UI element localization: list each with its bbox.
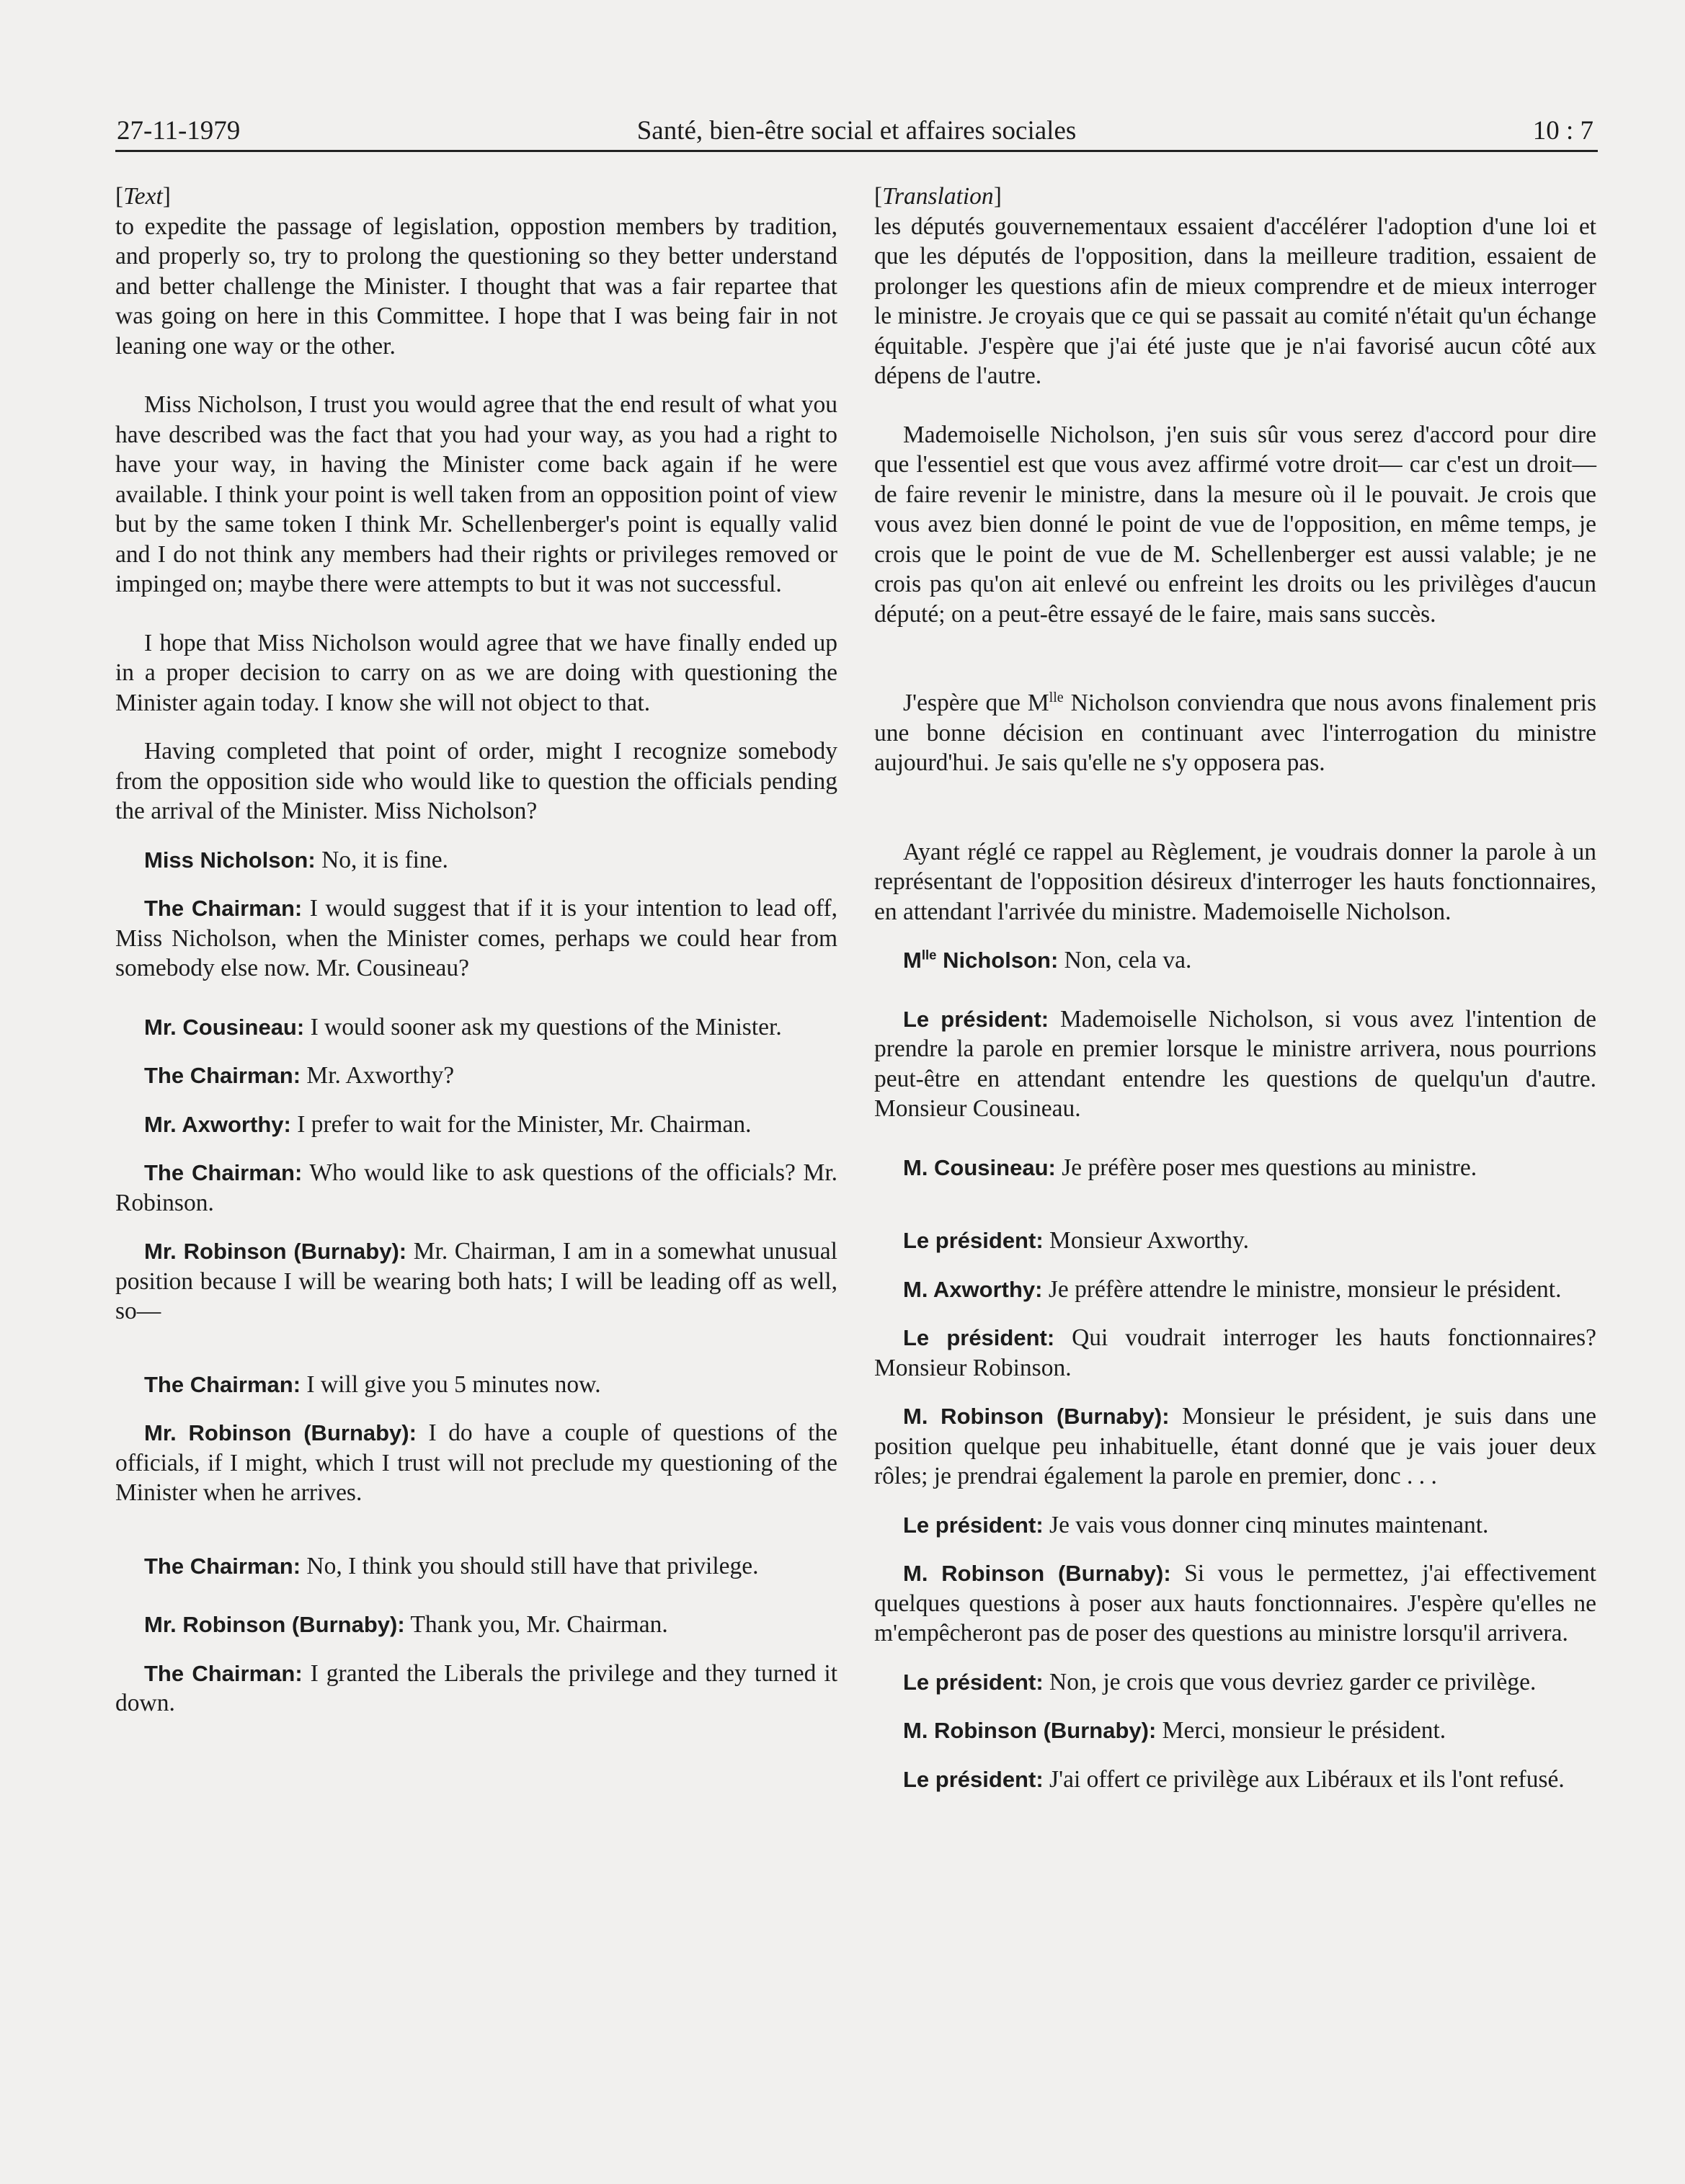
- speech-entry: [115, 1110, 837, 1140]
- speech-text: I would suggest that if it is your intention to lead off, Miss Nicholson, when the Minister comes, perhaps we could hear from somebody else now. Mr. Cousineau?: [115, 895, 838, 981]
- speech-entry: [874, 945, 1596, 976]
- speaker-name: Mr. Cousineau:: [144, 1014, 305, 1040]
- speech-text: Je vais vous donner cinq minutes maintenant.: [1043, 1511, 1489, 1538]
- speaker-name: Le président:: [903, 1325, 1055, 1350]
- speech-text: Je préfère poser mes questions au ministre.: [1055, 1154, 1477, 1181]
- english-column: [115, 182, 837, 1719]
- speech-text: Mr. Axworthy?: [301, 1062, 455, 1089]
- speech-entry: [874, 1559, 1596, 1649]
- speech-text: Non, cela va.: [1058, 947, 1192, 973]
- speech-entry: [874, 1401, 1596, 1492]
- speech-entry: [874, 1323, 1596, 1383]
- speech-text: I prefer to wait for the Minister, Mr. Chairman.: [290, 1110, 752, 1138]
- speech-text: Je préfère attendre le ministre, monsieur le président.: [1042, 1275, 1562, 1303]
- speech-text: Who would like to ask questions of the officials? Mr. Robinson.: [115, 1159, 838, 1216]
- speech-text: Merci, monsieur le président.: [1156, 1717, 1446, 1744]
- speaker-name: Mr. Robinson (Burnaby):: [144, 1420, 417, 1445]
- speech-entry: [115, 1236, 837, 1327]
- speech-entry: [874, 1510, 1596, 1541]
- speaker-name: The Chairman:: [144, 1063, 301, 1088]
- speech-text: Monsieur le président, je suis dans une position quelque peu inhabituelle, étant donné que je vais jouer deux rôles; je prendrai également la parole en premier, donc . . .: [874, 1403, 1596, 1489]
- speech-text: I do have a couple of questions of the officials, if I might, which I trust will not preclude my questioning of the Minister when he arrives.: [115, 1419, 837, 1506]
- speech-entry: [874, 1765, 1596, 1795]
- page-header: [115, 114, 1598, 152]
- speaker-name: Mr. Axworthy:: [144, 1111, 291, 1137]
- header-title: Santé, bien-être social et affaires sociales: [636, 116, 1077, 146]
- paragraph: Miss Nicholson, I trust you would agree that the end result of what you have described was the fact that you had your way, as you had a right to have your way, in having the Minister come back again if he were available. I think your point is well taken from an opposition point of view but by the same token I think Mr. Schellenberger's point is equally valid and I do not think any members had their rights or privileges removed or impinged on; maybe there were attempts to but it was not successful.: [115, 391, 837, 597]
- speech-text: Mademoiselle Nicholson, si vous avez l'intention de prendre la parole en premier lorsque le ministre arrivera, nous pourrions peut-être en attendant entendre les questions de quelqu'un d'autre. Monsieur Cousineau.: [874, 1005, 1596, 1122]
- speaker-name: The Chairman:: [144, 896, 303, 921]
- speech-entry: [874, 1667, 1596, 1698]
- speaker-name: The Chairman:: [144, 1553, 301, 1579]
- translation-tag: [Translation]: [874, 183, 1002, 210]
- speaker-name: Mr. Robinson (Burnaby):: [144, 1239, 407, 1264]
- speaker-name: M. Robinson (Burnaby):: [903, 1404, 1170, 1429]
- speaker-name: Le président:: [903, 1669, 1044, 1695]
- speech-text: I would sooner ask my questions of the Minister.: [304, 1013, 782, 1040]
- paragraph: Ayant réglé ce rappel au Règlement, je voudrais donner la parole à un représentant de l'opposition désireux d'interroger les hauts fonctionnaires, en attendant l'arrivée du ministre. Mademoiselle Nicholson.: [874, 838, 1596, 925]
- speech-entry: [115, 1061, 837, 1091]
- header-page-number: 10 : 7: [1532, 116, 1593, 146]
- speech-text: Monsieur Axworthy.: [1043, 1227, 1250, 1254]
- speaker-name: The Chairman:: [144, 1371, 301, 1397]
- speaker-name: The Chairman:: [144, 1160, 303, 1185]
- speaker-name: Le président:: [903, 1766, 1044, 1792]
- speech-entry: [115, 893, 837, 984]
- speaker-name: Le président:: [903, 1228, 1044, 1253]
- speech-text: No, it is fine.: [315, 846, 448, 873]
- speaker-name: M. Robinson (Burnaby):: [903, 1561, 1171, 1586]
- speech-entry: [874, 1153, 1596, 1183]
- paragraph: I hope that Miss Nicholson would agree that we have finally ended up in a proper decision to carry on as we are doing with questioning the Minister again today. I know she will not object to that.: [115, 629, 837, 716]
- header-date: 27-11-1979: [117, 116, 241, 146]
- speaker-name: $M^{lle}$ Nicholson:: [903, 947, 1059, 973]
- speech-entry: [115, 1418, 837, 1508]
- speech-text: J'ai offert ce privilège aux Libéraux et ils l'ont refusé.: [1043, 1765, 1565, 1793]
- paragraph: to expedite the passage of legislation, oppostion members by tradition, and properly so, try to prolong the questioning so they better understand and better challenge the Minister. I thought that was a fair repartee that was going on here in this Committee. I hope that I was being fair in not leaning one way or the other.: [115, 213, 837, 360]
- speaker-name: M. Axworthy:: [903, 1276, 1043, 1302]
- speech-entry: [115, 1012, 837, 1043]
- speech-entry: [115, 845, 837, 875]
- speaker-name: Miss Nicholson:: [144, 847, 316, 873]
- speech-text: Si vous le permettez, j'ai effectivement quelques questions à poser aux hauts fonctionnaires. J'espère qu'elles ne m'empêcheront pas de poser des questions au ministre lorsqu'il arrivera.: [874, 1560, 1596, 1646]
- paragraph: Having completed that point of order, might I recognize somebody from the opposition side who would like to question the officials pending the arrival of the Minister. Miss Nicholson?: [115, 738, 837, 824]
- speaker-name: Mr. Robinson (Burnaby):: [144, 1612, 405, 1637]
- speech-entry: [874, 1004, 1596, 1124]
- speech-entry: [115, 1158, 837, 1218]
- speech-entry: [115, 1610, 837, 1640]
- speaker-name: The Chairman:: [144, 1660, 303, 1686]
- speech-text: Mr. Chairman, I am in a somewhat unusual position because I will be wearing both hats; I will be leading off as well, so—: [115, 1238, 837, 1324]
- speech-entry: [115, 1551, 837, 1582]
- speaker-name: Le président:: [903, 1512, 1044, 1538]
- speech-entry: [874, 1716, 1596, 1746]
- speech-entry: [115, 1659, 837, 1719]
- speech-entry: [874, 1226, 1596, 1256]
- speech-text: I granted the Liberals the privilege and they turned it down.: [115, 1659, 837, 1716]
- speech-entry: [115, 1370, 837, 1400]
- speaker-name: Le président:: [903, 1006, 1049, 1032]
- text-tag: [Text]: [115, 183, 171, 210]
- speech-text: Qui voudrait interroger les hauts fonctionnaires? Monsieur Robinson.: [874, 1324, 1596, 1381]
- speech-entry: [874, 1275, 1596, 1305]
- speaker-name: M. Cousineau:: [903, 1154, 1056, 1180]
- speaker-name: M. Robinson (Burnaby):: [903, 1718, 1157, 1743]
- paragraph: Mademoiselle Nicholson, j'en suis sûr vous serez d'accord pour dire que l'essentiel est que vous avez affirmé votre droit— car c'est un droit—de faire revenir le ministre, dans la mesure où il le pouvait. Je crois que vous avez bien donné le point de vue de l'opposition, en même temps, je crois que le point de vue de M. Schellenberger est aussi valable; je ne crois pas qu'on ait enlevé ou enfreint les droits ou les privilèges d'aucun député; on a peut-être essayé de le faire, mais sans succès.: [874, 421, 1596, 628]
- speech-text: Non, je crois que vous devriez garder ce privilège.: [1043, 1668, 1537, 1695]
- speech-text: Thank you, Mr. Chairman.: [404, 1611, 668, 1638]
- french-column: [874, 182, 1596, 1794]
- speech-text: I will give you 5 minutes now.: [301, 1370, 601, 1398]
- paragraph: les députés gouvernementaux essaient d'accélérer l'adoption d'une loi et que les députés de l'opposition, dans la meilleure tradition, essaient de prolonger les questions afin de mieux comprendre et de mieux interroger le ministre. Je croyais que ce qui se passait au comité n'était qu'un échange équitable. J'espère que j'ai été juste que je n'ai favorisé aucun côté aux dépens de l'autre.: [874, 213, 1596, 389]
- paragraph: J'espère que $M^{lle}$ Nicholson conviendra que nous avons finalement pris une bonne décision en continuant avec l'interrogation du ministre aujourd'hui. Je sais qu'elle ne s'y opposera pas.: [874, 689, 1596, 776]
- speech-text: No, I think you should still have that privilege.: [301, 1552, 759, 1579]
